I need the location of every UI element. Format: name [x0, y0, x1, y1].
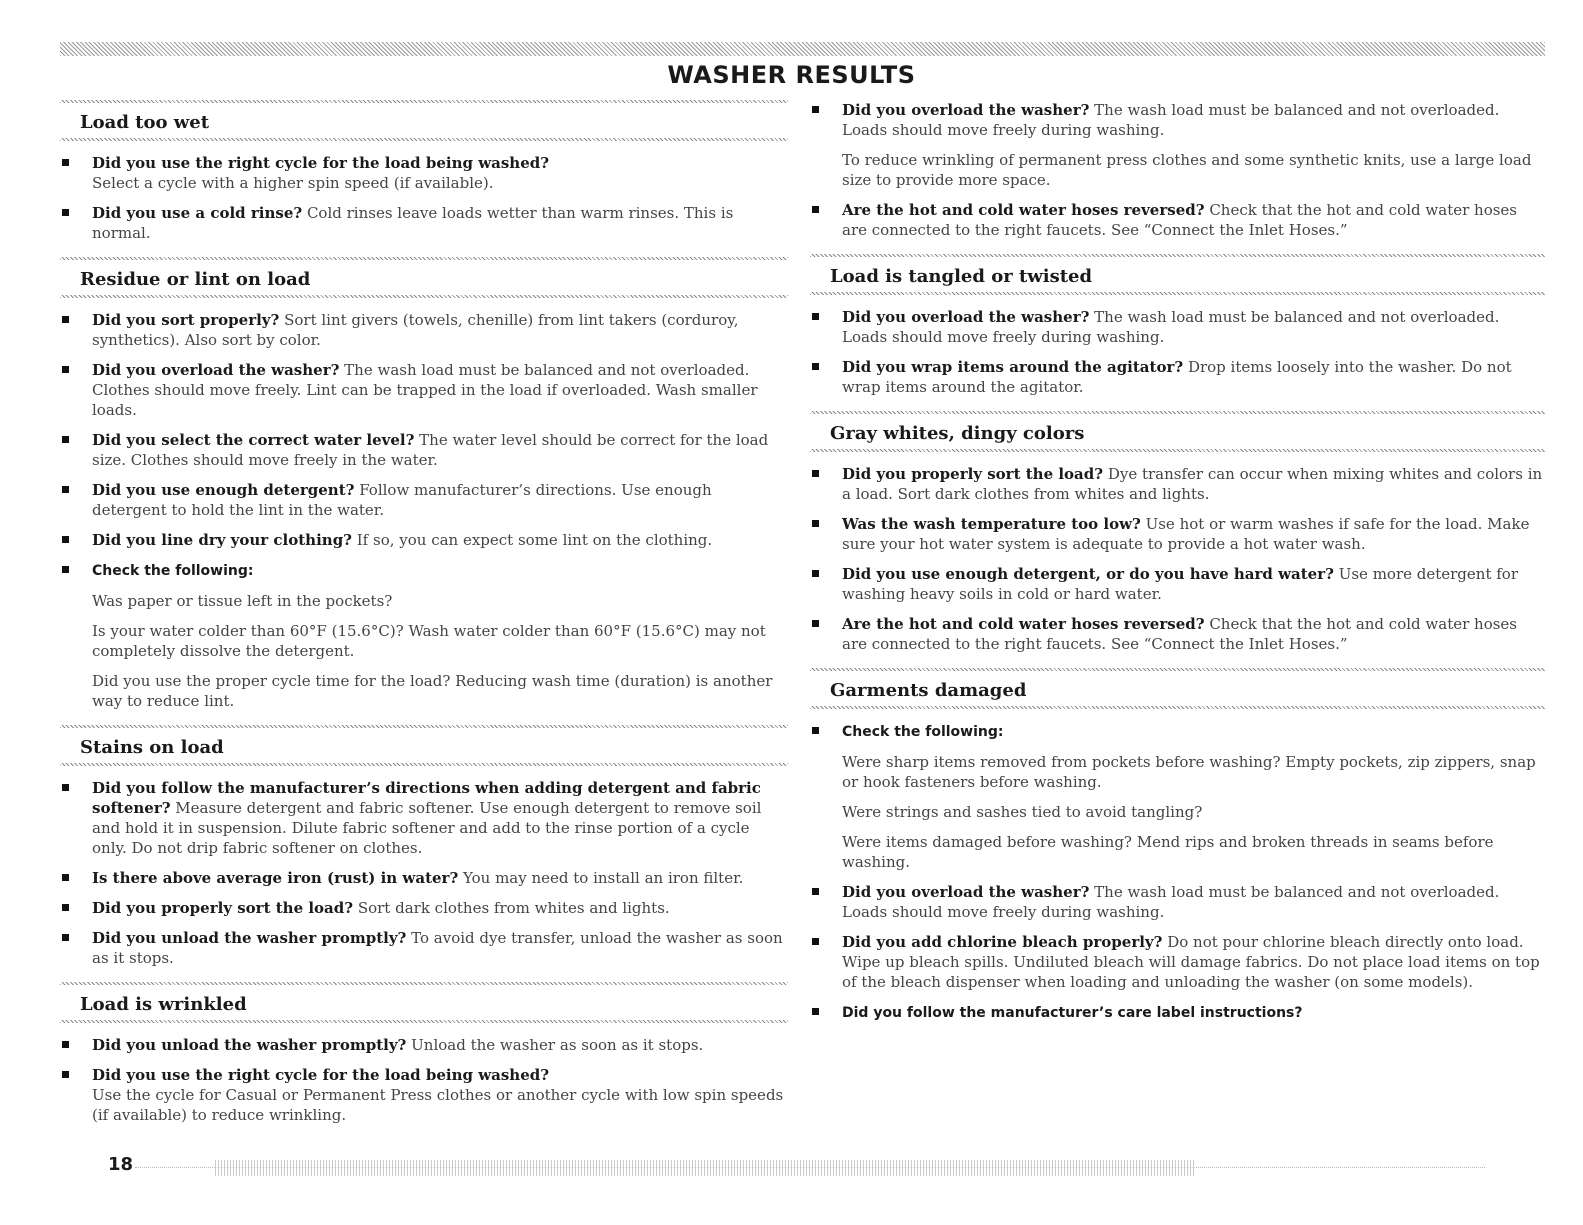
right-column — [810, 100, 1545, 1037]
note-text: Did you use the proper cycle time for the load? Reducing wash time (duration) is another way to reduce lint. — [92, 672, 773, 710]
section-title: Load is wrinkled — [80, 994, 247, 1015]
question-text: Did you follow the manufacturer’s care label instructions? — [842, 1005, 1303, 1021]
question-text: Did you line dry your clothing? — [92, 531, 352, 549]
list-item — [810, 564, 1545, 604]
answer-text: The wash load must be balanced and not overloaded. Loads should move freely during washing. — [842, 308, 1500, 346]
question-text: Did you use the right cycle for the load being washed? — [92, 154, 550, 172]
question-text: Did you properly sort the load? — [842, 465, 1104, 483]
list-item — [810, 882, 1545, 922]
answer-text: Use the cycle for Casual or Permanent Press clothes or another cycle with low spin speeds (if available) to reduce wrinkling. — [92, 1086, 784, 1124]
section-header — [60, 100, 788, 141]
answer-text: Cold rinses leave loads wetter than warm rinses. This is normal. — [92, 204, 734, 242]
list-item — [810, 357, 1545, 397]
list-item — [810, 1002, 1545, 1023]
bullet-icon — [62, 316, 69, 323]
bullet-icon — [812, 1008, 819, 1015]
note-text: Were strings and sashes tied to avoid tangling? — [842, 803, 1203, 821]
bullet-icon — [812, 938, 819, 945]
question-text: Are the hot and cold water hoses reversed? — [842, 201, 1205, 219]
question-text: Did you overload the washer? — [842, 101, 1090, 119]
note-text: Was paper or tissue left in the pockets? — [92, 592, 393, 610]
answer-text: Measure detergent and fabric softener. Use enough detergent to remove soil and hold it in suspension. Dilute fabric softener and add to the rinse portion of a cycle only. Do not drip fabric softener on clothes. — [92, 799, 762, 857]
section-header — [60, 982, 788, 1023]
list-item — [810, 100, 1545, 140]
answer-text: Unload the washer as soon as it stops. — [411, 1036, 704, 1054]
question-text: Did you use the right cycle for the load being washed? — [92, 1066, 550, 1084]
answer-text: The wash load must be balanced and not overloaded. Loads should move freely during washing. — [842, 883, 1500, 921]
bullet-icon — [812, 313, 819, 320]
list-item — [810, 200, 1545, 240]
list-item — [60, 1035, 788, 1055]
answer-text: Sort dark clothes from whites and lights. — [357, 899, 670, 917]
section-title: Stains on load — [80, 737, 224, 758]
list-item — [810, 614, 1545, 654]
list-item — [60, 203, 788, 243]
list-item — [60, 898, 788, 918]
answer-text: Check that the hot and cold water hoses are connected to the right faucets. See “Connect the Inlet Hoses.” — [842, 201, 1517, 239]
list-item — [60, 310, 788, 350]
question-text: Did you select the correct water level? — [92, 431, 415, 449]
list-item — [810, 932, 1545, 992]
bullet-icon — [62, 436, 69, 443]
question-text: Did you unload the washer promptly? — [92, 1036, 407, 1054]
bullet-icon — [812, 570, 819, 577]
section-body — [810, 464, 1545, 654]
list-item — [810, 307, 1545, 347]
section-body — [810, 307, 1545, 397]
answer-text: Sort lint givers (towels, chenille) from lint takers (corduroy, synthetics). Also sort by color. — [92, 311, 739, 349]
question-text: Did you overload the washer? — [842, 308, 1090, 326]
answer-text: Use more detergent for washing heavy soils in cold or hard water. — [842, 565, 1518, 603]
bullet-icon — [62, 209, 69, 216]
answer-text: Use hot or warm washes if safe for the load. Make sure your hot water system is adequate to provide a hot water wash. — [842, 515, 1530, 553]
question-text: Check the following: — [842, 724, 1004, 740]
question-text: Did you wrap items around the agitator? — [842, 358, 1184, 376]
section-title: Gray whites, dingy colors — [830, 423, 1085, 444]
list-item — [60, 928, 788, 968]
list-item — [60, 480, 788, 520]
section-header — [810, 254, 1545, 295]
question-text: Did you sort properly? — [92, 311, 280, 329]
list-item — [60, 778, 788, 858]
section-header — [810, 668, 1545, 709]
section-title: Load is tangled or twisted — [830, 266, 1093, 287]
bullet-icon — [62, 784, 69, 791]
bullet-icon — [812, 520, 819, 527]
list-item — [60, 153, 788, 193]
section-body — [60, 778, 788, 968]
bullet-icon — [812, 620, 819, 627]
section-body — [60, 310, 788, 711]
answer-text: The wash load must be balanced and not overloaded. Clothes should move freely. Lint can be trapped in the load if overloaded. Wash smaller loads. — [92, 361, 758, 419]
list-item — [60, 560, 788, 581]
bullet-icon — [62, 1041, 69, 1048]
note-text: Were items damaged before washing? Mend rips and broken threads in seams before washing. — [842, 833, 1494, 871]
note-text: To reduce wrinkling of permanent press clothes and some synthetic knits, use a large load size to provide more space. — [842, 151, 1532, 189]
question-text: Did you properly sort the load? — [92, 899, 354, 917]
answer-text: If so, you can expect some lint on the clothing. — [356, 531, 713, 549]
list-item — [60, 1065, 788, 1125]
note-text: Were sharp items removed from pockets before washing? Empty pockets, zip zippers, snap or hook fasteners before washing. — [842, 753, 1536, 791]
page-number: 18 — [108, 1154, 134, 1175]
answer-text: Dye transfer can occur when mixing whites and colors in a load. Sort dark clothes from whites and lights. — [842, 465, 1543, 503]
footer-decorative-band — [215, 1160, 1195, 1176]
list-item — [60, 360, 788, 420]
question-text: Did you follow the manufacturer’s directions when adding detergent and fabric softener? — [92, 779, 761, 817]
bullet-icon — [62, 159, 69, 166]
bullet-icon — [62, 366, 69, 373]
bullet-icon — [812, 206, 819, 213]
note-text: Is your water colder than 60°F (15.6°C)? Wash water colder than 60°F (15.6°C) may not completely dissolve the detergent. — [92, 622, 766, 660]
question-text: Is there above average iron (rust) in water? — [92, 869, 459, 887]
bullet-icon — [62, 486, 69, 493]
list-item — [60, 868, 788, 888]
list-item — [60, 430, 788, 470]
question-text: Did you use a cold rinse? — [92, 204, 303, 222]
section-body — [810, 100, 1545, 240]
question-text: Did you overload the washer? — [92, 361, 340, 379]
question-text: Did you add chlorine bleach properly? — [842, 933, 1163, 951]
question-text: Are the hot and cold water hoses reversed? — [842, 615, 1205, 633]
answer-text: Drop items loosely into the washer. Do not wrap items around the agitator. — [842, 358, 1512, 396]
bullet-icon — [62, 536, 69, 543]
bullet-icon — [812, 888, 819, 895]
answer-text: Do not pour chlorine bleach directly onto load. Wipe up bleach spills. Undiluted bleach will damage fabrics. Do not place load items on top of the bleach dispenser when loading and unloading the washer (on some models). — [842, 933, 1540, 991]
list-item — [810, 464, 1545, 504]
section-title: Residue or lint on load — [80, 269, 311, 290]
section-body — [60, 153, 788, 243]
question-text: Was the wash temperature too low? — [842, 515, 1141, 533]
bullet-icon — [62, 566, 69, 573]
bullet-icon — [62, 1071, 69, 1078]
section-title: Load too wet — [80, 112, 210, 133]
section-header — [810, 411, 1545, 452]
section-body — [810, 721, 1545, 1023]
question-text: Did you overload the washer? — [842, 883, 1090, 901]
answer-text: You may need to install an iron filter. — [463, 869, 744, 887]
list-item — [810, 514, 1545, 554]
answer-text: Select a cycle with a higher spin speed (if available). — [92, 174, 494, 192]
answer-text: To avoid dye transfer, unload the washer as soon as it stops. — [92, 929, 783, 967]
left-column — [60, 100, 788, 1139]
list-item — [60, 530, 788, 550]
bullet-icon — [62, 904, 69, 911]
bullet-icon — [812, 727, 819, 734]
answer-text: Check that the hot and cold water hoses are connected to the right faucets. See “Connect the Inlet Hoses.” — [842, 615, 1517, 653]
section-header — [60, 257, 788, 298]
section-title: Garments damaged — [830, 680, 1027, 701]
list-item — [810, 721, 1545, 742]
bullet-icon — [62, 934, 69, 941]
question-text: Did you use enough detergent, or do you have hard water? — [842, 565, 1334, 583]
answer-text: Follow manufacturer’s directions. Use enough detergent to hold the lint in the water. — [92, 481, 712, 519]
bullet-icon — [812, 363, 819, 370]
header-decorative-band — [60, 42, 1545, 56]
bullet-icon — [62, 874, 69, 881]
question-text: Did you use enough detergent? — [92, 481, 355, 499]
question-text: Check the following: — [92, 563, 254, 579]
answer-text: The water level should be correct for the load size. Clothes should move freely in the water. — [92, 431, 769, 469]
answer-text: The wash load must be balanced and not overloaded. Loads should move freely during washing. — [842, 101, 1500, 139]
page-title: WASHER RESULTS — [667, 61, 916, 89]
section-body — [60, 1035, 788, 1125]
bullet-icon — [812, 106, 819, 113]
section-header — [60, 725, 788, 766]
bullet-icon — [812, 470, 819, 477]
question-text: Did you unload the washer promptly? — [92, 929, 407, 947]
